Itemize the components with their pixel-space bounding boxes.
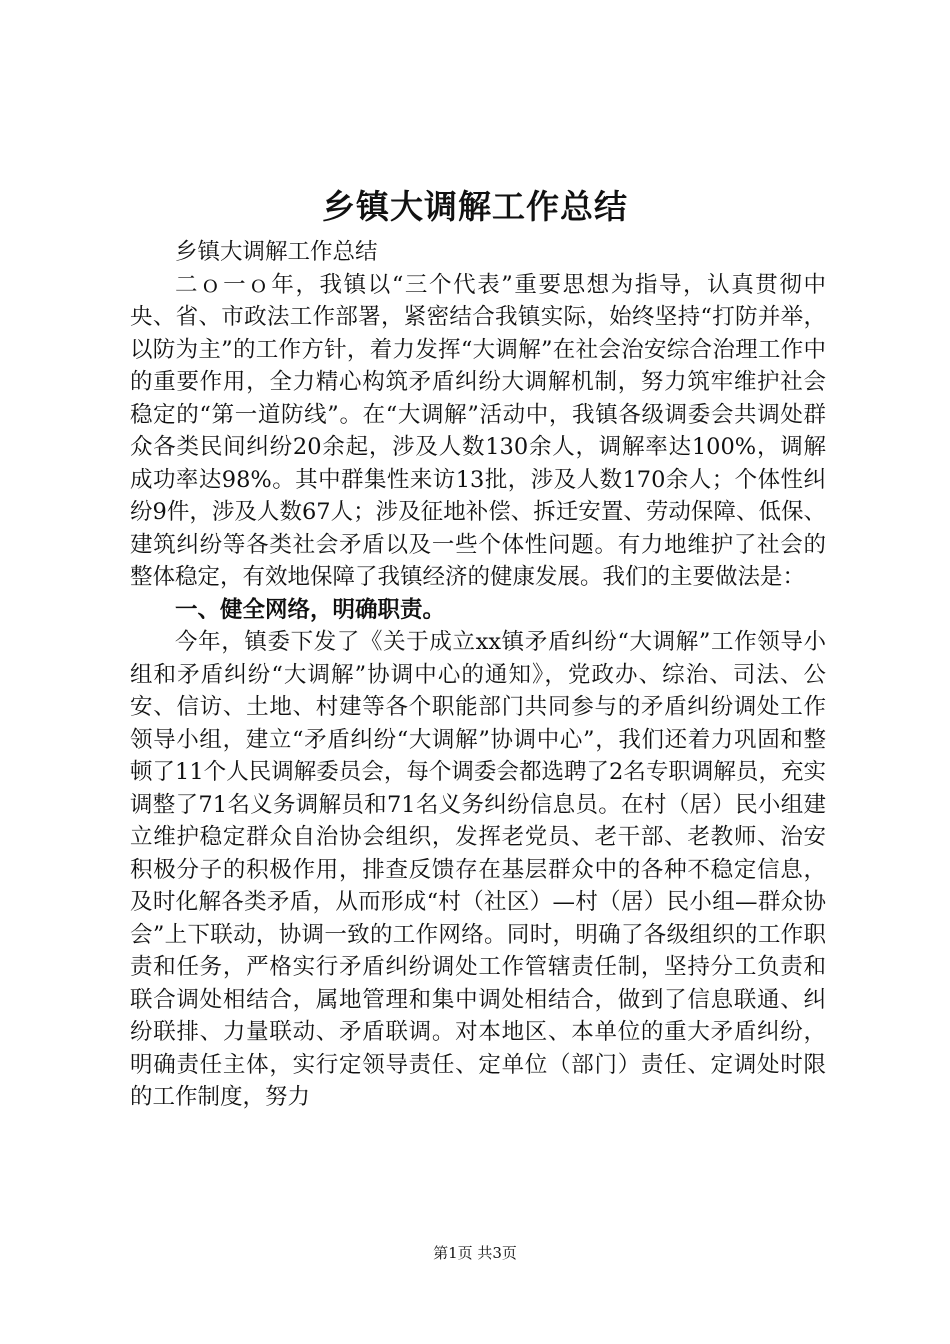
paragraph-section-1: 今年，镇委下发了《关于成立xx镇矛盾纠纷“大调解”工作领导小组和矛盾纠纷“大调解”协调中心的通知》，党政办、综治、司法、公安、信访、土地、村建等各个职能部门共同参与的矛盾纠纷调处工作领导小组，建立“矛盾纠纷“大调解”协调中心”，我们还着力巩固和整顿了11个人民调解委员会，每个调委会都选聘了2名专职调解员，充实调整了71名义务调解员和71名义务纠纷信息员。在村（居）民小组建立维护稳定群众自治协会组织，发挥老党员、老干部、老教师、治安积极分子的积极作用，排查反馈存在基层群众中的各种不稳定信息，及时化解各类矛盾，从而形成“村（社区）—村（居）民小组—群众协会”上下联动，协调一致的工作网络。同时，明确了各级组织的工作职责和任务，严格实行矛盾纠纷调处工作管辖责任制，坚持分工负责和联合调处相结合，属地管理和集中调处相结合，做到了信息联通、纠纷联排、力量联动、矛盾联调。对本地区、本单位的重大矛盾纠纷，明确责任主体，实行定领导责任、定单位（部门）责任、定调处时限的工作制度，努力 [130,629,826,1110]
document-body [130,236,826,1114]
paragraph-subtitle: 乡镇大调解工作总结 [175,239,378,265]
paragraph-intro: 二ｏ一ｏ年，我镇以“三个代表”重要思想为指导，认真贯彻中央、省、市政法工作部署，紧密结合我镇实际，始终坚持“打防并举，以防为主”的工作方针，着力发挥“大调解”在社会治安综合治理工作中的重要作用，全力精心构筑矛盾纠纷大调解机制，努力筑牢维护社会稳定的“第一道防线”。在“大调解”活动中，我镇各级调委会共调处群众各类民间纠纷20余起，涉及人数130余人，调解率达100%，调解成功率达98%。其中群集性来访13批，涉及人数170余人；个体性纠纷9件，涉及人数67人；涉及征地补偿、拆迁安置、劳动保障、低保、建筑纠纷等各类社会矛盾以及一些个体性问题。有力地维护了社会的整体稳定，有效地保障了我镇经济的健康发展。我们的主要做法是： [130,271,826,590]
page-title: 乡镇大调解工作总结 [322,187,628,226]
page-footer: 第1页 共3页 [433,1244,517,1262]
section-heading: 一、健全网络，明确职责。 [175,596,446,623]
